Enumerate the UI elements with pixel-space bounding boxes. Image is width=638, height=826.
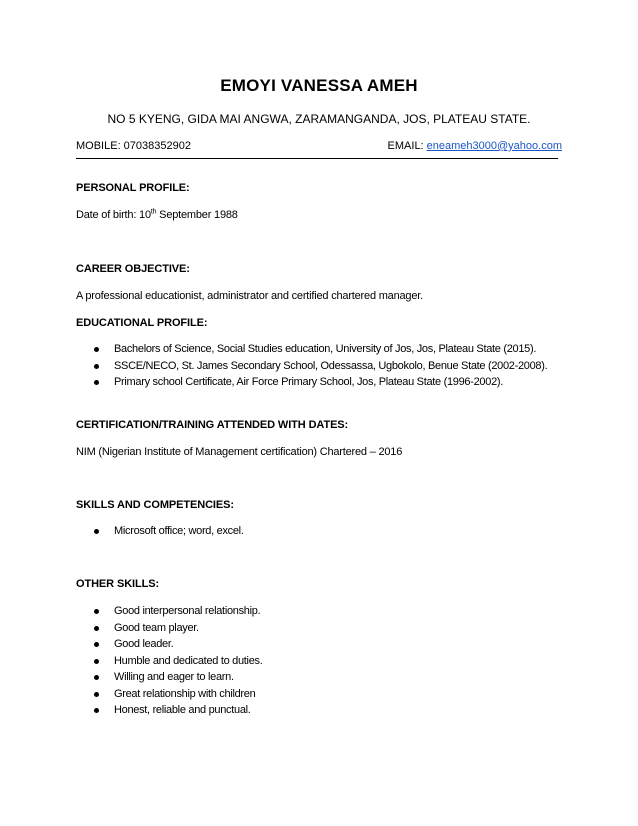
list-item-text: SSCE/NECO, St. James Secondary School, Odessassa, Ugbokolo, Benue State (2002-2008). [114,359,548,372]
list-item [94,653,262,670]
other-skills-heading: OTHER SKILLS: [76,578,160,590]
bullet-icon [94,364,99,369]
email-label: EMAIL: [387,140,427,152]
list-item-text: Good team player. [114,621,199,634]
bullet-icon [94,529,99,534]
education-list [94,341,547,391]
bullet-icon [94,626,99,631]
list-item-text: Honest, reliable and punctual. [114,704,251,716]
bullet-icon [94,347,99,352]
list-item [94,636,262,653]
personal-profile-heading: PERSONAL PROFILE: [76,182,190,194]
resume-name: EMOYI VANESSA AMEH [220,76,418,95]
list-item-text: Humble and dedicated to duties. [114,654,263,667]
career-objective-heading: CAREER OBJECTIVE: [76,263,190,275]
dob-suffix: September 1988 [156,209,238,221]
bullet-icon [94,692,99,697]
list-item-text: Willing and eager to learn. [114,671,234,683]
dob-prefix: Date of birth: 10 [76,209,151,221]
list-item-text: Great relationship with children [114,687,256,700]
mobile-number: MOBILE: 07038352902 [76,140,191,152]
date-of-birth [76,209,238,221]
list-item [94,358,547,375]
list-item [94,374,547,391]
other-skills-list [94,603,262,719]
bullet-icon [94,642,99,647]
list-item-text: Good leader. [114,638,174,650]
address-line: NO 5 KYENG, GIDA MAI ANGWA, ZARAMANGANDA, JOS, PLATEAU STATE. [107,112,531,126]
skills-heading: SKILLS AND COMPETENCIES: [76,499,234,511]
list-item [94,341,547,358]
dob-superscript: th [150,208,157,216]
bullet-icon [94,609,99,614]
list-item-text: Good interpersonal relationship. [114,605,261,617]
educational-profile-heading: EDUCATIONAL PROFILE: [76,317,208,329]
certification-heading: CERTIFICATION/TRAINING ATTENDED WITH DATES: [76,419,349,431]
header-divider [76,158,558,159]
list-item [94,686,262,703]
list-item [94,669,262,686]
list-item [94,702,262,719]
bullet-icon [94,675,99,680]
email-line [388,140,562,152]
list-item [94,523,244,540]
certification-text: NIM (Nigerian Institute of Management certification) Chartered – 2016 [76,446,403,458]
list-item-text: Microsoft office; word, excel. [114,525,244,537]
email-link[interactable]: eneameh3000@yahoo.com [426,140,562,152]
bullet-icon [94,380,99,385]
list-item-text: Primary school Certificate, Air Force Primary School, Jos, Plateau State (1996-2002). [114,376,504,388]
bullet-icon [94,708,99,713]
skills-list [94,523,244,540]
bullet-icon [94,659,99,664]
list-item-text: Bachelors of Science, Social Studies education, University of Jos, Jos, Plateau State (2015). [114,343,537,355]
career-objective-text: A professional educationist, administrator and certified chartered manager. [76,290,423,302]
list-item [94,620,262,637]
list-item [94,603,262,620]
